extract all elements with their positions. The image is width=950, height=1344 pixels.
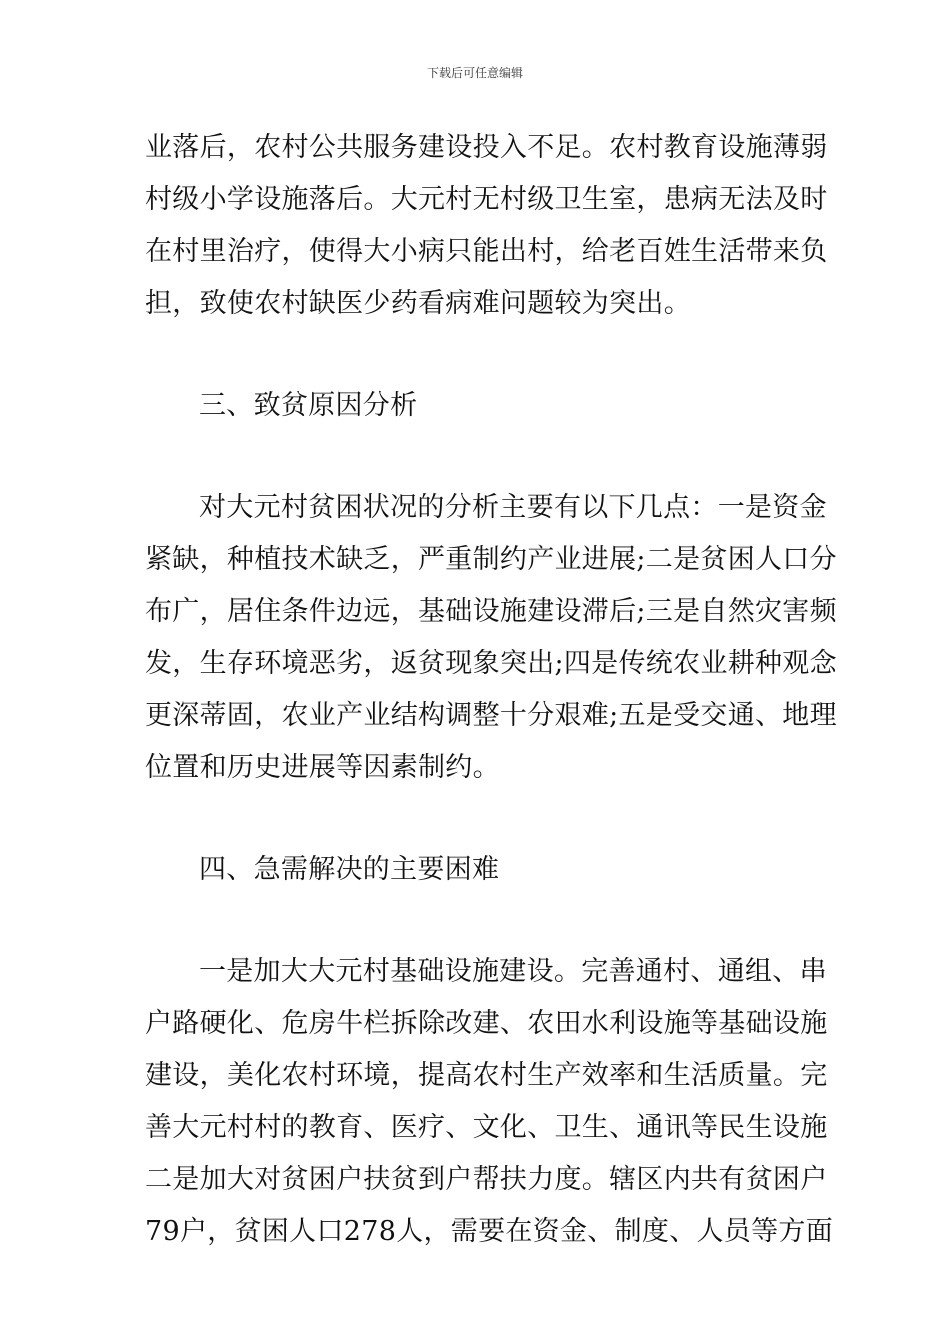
- section-heading-4: 四、急需解决的主要困难: [199, 854, 500, 885]
- paragraph-line: 布广，居住条件边远，基础设施建设滞后;三是自然灾害频: [145, 596, 837, 627]
- paragraph-line: 79户，贫困人口278人，需要在资金、制度、人员等方面: [145, 1216, 833, 1247]
- paragraph-line: 在村里治疗，使得大小病只能出村，给老百姓生活带来负: [145, 236, 828, 267]
- paragraph-line: 发，生存环境恶劣，返贫现象突出;四是传统农业耕种观念: [145, 648, 837, 679]
- paragraph-line: 一是加大大元村基础设施建设。完善通村、通组、串: [199, 956, 827, 987]
- paragraph-line: 善大元村村的教育、医疗、文化、卫生、通讯等民生设施: [145, 1112, 828, 1143]
- paragraph-line: 户路硬化、危房牛栏拆除改建、农田水利设施等基础设施: [145, 1008, 828, 1039]
- paragraph-line: 对大元村贫困状况的分析主要有以下几点：一是资金: [199, 492, 827, 523]
- paragraph-line: 建设，美化农村环境，提高农村生产效率和生活质量。完: [145, 1060, 828, 1091]
- page-header: 下载后可任意编辑: [426, 66, 523, 80]
- paragraph-line: 村级小学设施落后。大元村无村级卫生室，患病无法及时: [145, 184, 828, 215]
- paragraph-line: 二是加大对贫困户扶贫到户帮扶力度。辖区内共有贫困户: [145, 1164, 828, 1195]
- document-body: [145, 122, 837, 1258]
- paragraph-line: 紧缺，种植技术缺乏，严重制约产业进展;二是贫困人口分: [145, 544, 837, 575]
- paragraph-line: 业落后，农村公共服务建设投入不足。农村教育设施薄弱: [145, 132, 828, 163]
- paragraph-line: 位置和历史进展等因素制约。: [145, 752, 500, 783]
- paragraph-line: 担，致使农村缺医少药看病难问题较为突出。: [145, 288, 691, 319]
- paragraph-line: 更深蒂固，农业产业结构调整十分艰难;五是受交通、地理: [145, 700, 837, 731]
- section-heading-3: 三、致贫原因分析: [199, 390, 418, 421]
